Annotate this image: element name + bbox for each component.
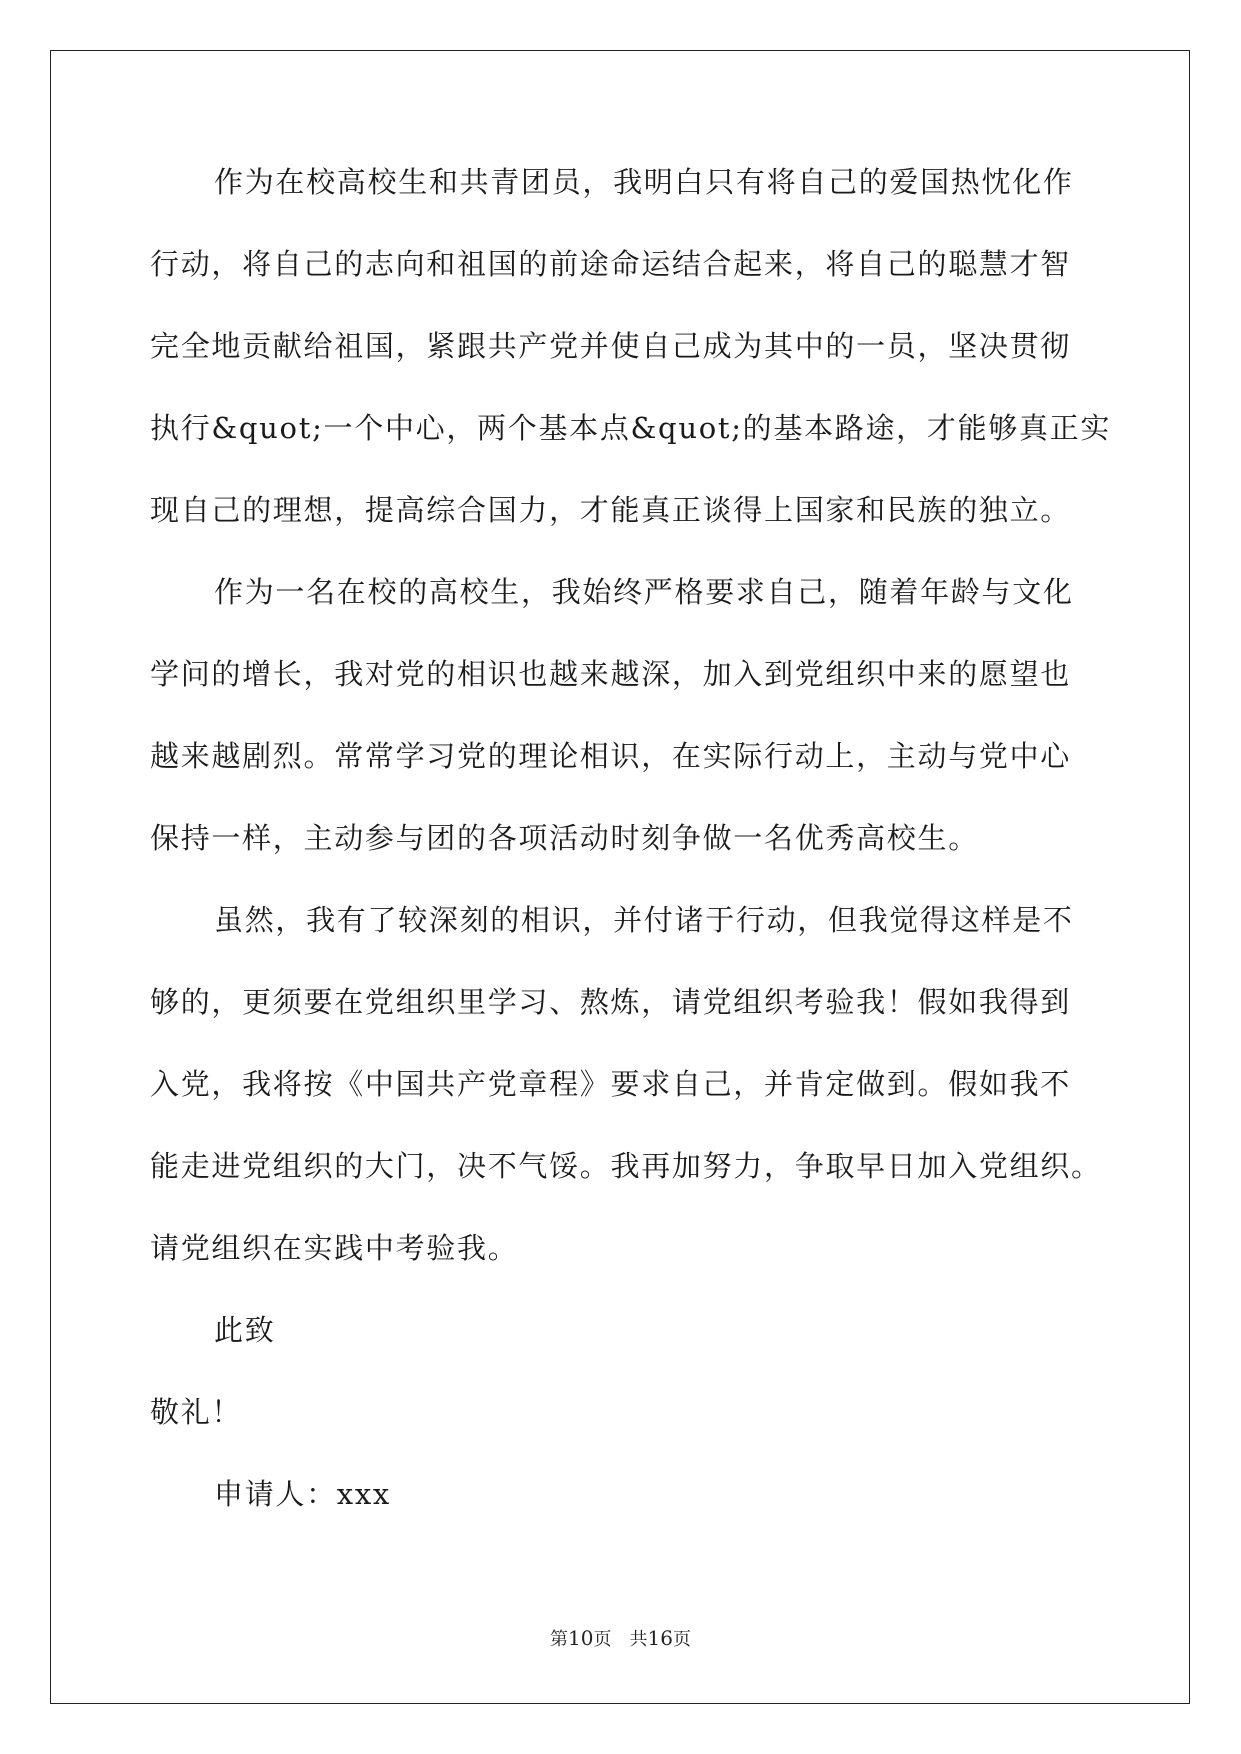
page-prefix: 第 <box>550 1629 569 1650</box>
page-suffix: 页 <box>672 1629 691 1650</box>
paragraph-1-line-2: 行动，将自己的志向和祖国的前途命运结合起来，将自己的聪慧才智 <box>150 247 1072 281</box>
closing-salutation: 此致 <box>214 1313 276 1347</box>
paragraph-2-line-2: 学问的增长，我对党的相识也越来越深，加入到党组织中来的愿望也 <box>150 657 1072 691</box>
paragraph-1-line-1: 作为在校高校生和共青团员，我明白只有将自己的爱国热忱化作 <box>214 165 1074 199</box>
applicant-signature: 申请人：xxx <box>214 1477 391 1511</box>
total-page-number: 16 <box>647 1626 673 1650</box>
paragraph-3-line-3: 入党，我将按《中国共产党章程》要求自己，并肯定做到。假如我不 <box>150 1067 1072 1101</box>
page-footer <box>0 1626 1241 1652</box>
paragraph-1-line-4: 执行&quot;一个中心，两个基本点&quot;的基本路途，才能够真正实 <box>150 411 1112 445</box>
current-page-number: 10 <box>568 1626 594 1650</box>
paragraph-2-line-1: 作为一名在校的高校生，我始终严格要求自己，随着年龄与文化 <box>214 575 1074 609</box>
paragraph-3-line-5: 请党组织在实践中考验我。 <box>150 1231 519 1265</box>
paragraph-3-line-1: 虽然，我有了较深刻的相识，并付诸于行动，但我觉得这样是不 <box>214 903 1074 937</box>
paragraph-1-line-5: 现自己的理想，提高综合国力，才能真正谈得上国家和民族的独立。 <box>150 493 1072 527</box>
paragraph-3-line-4: 能走进党组织的大门，决不气馁。我再加努力，争取早日加入党组织。 <box>150 1149 1102 1183</box>
paragraph-2-line-4: 保持一样，主动参与团的各项活动时刻争做一名优秀高校生。 <box>150 821 979 855</box>
closing-regards: 敬礼！ <box>150 1395 243 1429</box>
letter-body <box>150 160 1112 1554</box>
page-mid: 页 共 <box>593 1629 648 1650</box>
paragraph-1-line-3: 完全地贡献给祖国，紧跟共产党并使自己成为其中的一员，坚决贯彻 <box>150 329 1072 363</box>
paragraph-3-line-2: 够的，更须要在党组织里学习、熬炼，请党组织考验我！假如我得到 <box>150 985 1072 1019</box>
paragraph-2-line-3: 越来越剧烈。常常学习党的理论相识，在实际行动上，主动与党中心 <box>150 739 1072 773</box>
